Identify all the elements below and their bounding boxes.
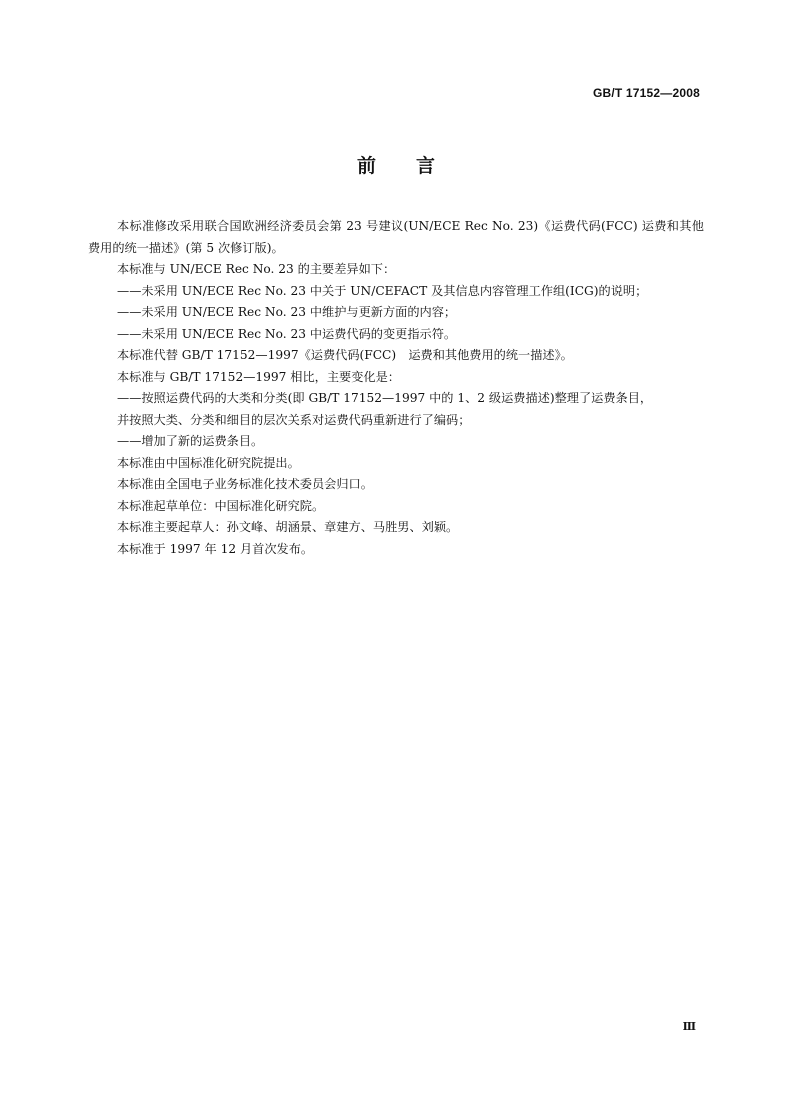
page-number: Ⅲ [682,1020,696,1033]
body-text [88,216,704,560]
list-item: ——按照运费代码的大类和分类(即 GB/T 17152—1997 中的 1、2 级运费描述)整理了运费条目， [117,391,653,405]
paragraph: 本标准主要起草人：孙文峰、胡涵景、章建方、马胜男、刘颖。 [117,520,459,534]
paragraph: 本标准由中国标准化研究院提出。 [117,455,300,470]
paragraph: 本标准与 GB/T 17152—1997 相比，主要变化是： [117,369,400,384]
list-item: ——未采用 UN/ECE Rec No. 23 中关于 UN/CEFACT 及其信息内容管理工作组(ICG)的说明； [117,283,648,298]
paragraph: 本标准于 1997 年 12 月首次发布。 [117,541,314,556]
paragraph: 本标准由全国电子业务标准化技术委员会归口。 [117,477,373,491]
title-char-2: 言 [416,155,436,177]
list-item: ——增加了新的运费条目。 [117,434,264,448]
standard-code: GB/T 17152—2008 [592,86,700,100]
paragraph: 本标准修改采用联合国欧洲经济委员会第 23 号建议(UN/ECE Rec No. 23)《运费代码(FCC) 运费和其他费用的统一描述》(第 5 次修订版)。 [88,219,704,255]
paragraph: 本标准起草单位：中国标准化研究院。 [117,498,325,513]
paragraph: 本标准与 UN/ECE Rec No. 23 的主要差异如下： [117,262,396,276]
list-item-continuation: 并按照大类、分类和细目的层次关系对运费代码重新进行了编码； [117,412,471,427]
title-char-1: 前 [356,155,376,177]
list-item: ——未采用 UN/ECE Rec No. 23 中维护与更新方面的内容； [117,305,457,319]
page-title [0,151,792,178]
list-item: ——未采用 UN/ECE Rec No. 23 中运费代码的变更指示符。 [117,326,457,341]
paragraph: 本标准代替 GB/T 17152—1997《运费代码(FCC) 运费和其他费用的统一描述》。 [117,348,573,362]
